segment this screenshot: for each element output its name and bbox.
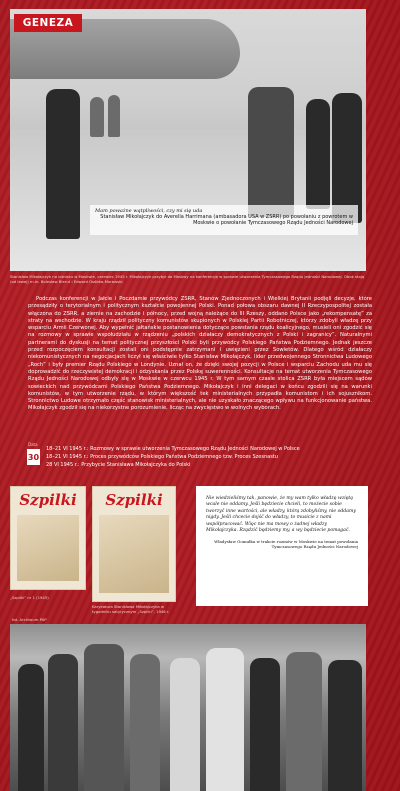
crowd-figure [84,644,124,791]
dates-list [46,445,366,469]
crowd-figure [130,654,160,791]
dates-number-box: 30 [27,449,40,465]
crowd-figure [18,664,44,791]
magazine-title: Szpilki [19,491,77,509]
dates-label: Data [28,442,38,447]
quote-source: Władysław Gomułka w trakcie rozmów w Moskwie na temat powołania Tymczasowego Rządu Jedności Narodowej [214,539,358,550]
figure-group [332,93,362,223]
crowd-figure [250,658,280,791]
crowd-figure [328,660,362,791]
figure-soldier [46,89,80,239]
body-text [28,296,372,413]
date-item: 18–21 VI 1945 r.: Rozmowy w sprawie utworzenia Tymczasowego Rządu Jedności Narodowej w Polsce [46,446,300,452]
crowd-figure [170,658,200,791]
section-badge: GENEZA [14,14,82,32]
crowd-figure [286,652,322,791]
caption-text: Stanisław Mikołajczyk do Averella Harrimana (ambasadora USA w ZSRR) po powołaniu z powrotem w Moskwie o powołanie Tymczasowego Rządu Jedności Narodowej [100,214,353,226]
bottom-photo [10,624,366,791]
body-paragraph: Podczas konferencji w Jałcie i Poczdamie przywódcy ZSRR, Stanów Zjednoczonych i Wielkiej Brytanii podjęli decyzje, które przesądziły o terytorialnym i politycznym kształcie powojennej Polski. Ponad połowa obszaru dawnej II Rzeczypospolitej została włączona do ZSRR, a ziemie na zachodzie i północy, przed wojną należące do III Rzeszy, oddano Polsce jako „rekompensatę” za straty na wschodzie. W kraju rządził polityczny komunistów skupionych w Polskiej Partii Robotniczej, którzy zdobyli władzę przy wsparciu Armii Czerwonej. Aby wypełnić jałtańskie postanowienia dotyczące powstania rządu koalicyjnego, musieli oni zgodzić się na rozmowy w sprawie współudziału w rządzeniu „polskich działaczy demokratycznych z Polski i zagranicy”. Naturalnymi partnerami do dyskusji na temat politycznej przyszłości Polski byli przywódcy Polskiego Państwa Podziemnego. Jednak jeszcze przed rozpoczęciem konsultacji zostali oni podstępnie zatrzymani i uwięzieni przez Sowietów. Dlatego wśród działaczy niekomunistycznych na negocjacjach liczył się właściwie tylko Stanisław Mikołajczyk, lider przedwojennego Stronnictwa Ludowego „Roch” i były premier Rządu Polskiego w Londynie. Uznał on, że dzięki swojej pozycji w Polsce i wsparciu Zachodu uda mu się doprowadzić do rzeczywistej demokracji i odzyskania przez Polskę suwerenności. Konsultacje na temat utworzenia Tymczasowego Rządu Jedności Narodowej odbyły się w Moskwie w czerwcu 1945 r. W tym samym czasie stolica ZSRR była miejscem sądów sowieckich nad przywódcami Polskiego Państwa Podziemnego. Mikołajczyk i inni delegaci w końcu zgodzili się na warunki komunistów, w tym utworzenie rządu, w którym większość tek ministerialnych przypadła komunistom i ich sojusznikom. Stronnictwo Ludowe otrzymało część stanowisk ministerialnych, ale nie uzyskało znaczącego wpływu na funkcjonowanie państwa. Mikołajczyk zgodził się na niekorzystne porozumienie, licząc na zwycięstwo w wolnych wyborach. [28,296,372,412]
quote-box [196,486,368,606]
quote-text: Nie wiedzieliśmy tak, panowie, że my wam tylko władzę wziętą wcale nie oddamy. Jeśli będziecie chcieli, to możecie sobie tworzyć inne wartości, ale władzy, którą zdobyliśmy, nie oddamy nigdy. Jeśli chcecie dojść do władzy, to musicie z nami współpracować. Więc nie ma mowy o żadnej władzy Mikołajczyka. Rządzić będziemy my, a wy będziecie pomagać. [206,496,356,534]
magazine-cover-2 [92,486,176,602]
top-photo-caption [90,205,358,235]
figure-background [90,97,104,137]
figure-mikolajczyk [248,87,294,217]
crowd-figure [48,654,78,791]
date-item: 18–21 VI 1945 r.: Proces przywódców Polskiego Państwa Podziemnego tzw. Proces Szesnastu [46,454,278,460]
magazine-art [17,515,79,581]
crowd-figure [206,648,244,791]
figure-group [306,99,330,209]
caption-quote: Mam poważne wątpliwości, czy mi się uda [95,208,203,214]
magazine-art [99,515,169,593]
magazine-cover-1 [10,486,86,590]
date-item: 28 VI 1945 r.: Przybycie Stanisława Mikołajczyka do Polski [46,462,191,468]
top-photo-credit: Stanisław Mikołajczyk na lotnisku w Moskwie, czerwiec 1945 r. Mikołajczyk przybył do Moskwy na konferencję w sprawie utworzenia Tymczasowego Rządu Jedności Narodowej. Obok stoją (od lewej) m.in. Bolesław Bierut i Edward Osóbka-Morawski. [10,274,365,284]
magazine-title: Szpilki [105,491,163,509]
magazine-caption-1: „Szpilki” nr 1 (1945) [10,595,49,600]
magazine-caption-2: Karykatura Stanisława Mikołajczyka w tygodniku satyrycznym „Szpilki”, 1946 r. [92,604,170,614]
figure-background [108,95,120,137]
bottom-photo-credit: fot. Archiwum PAP [12,617,47,622]
